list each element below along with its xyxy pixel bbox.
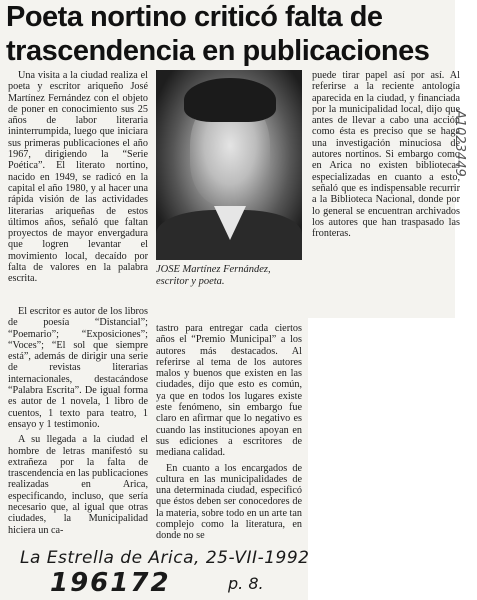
paragraph-3: A su llegada a la ciudad el hombre de letras manifestó su extrañeza por la falta de trascendencia en las publicaciones realizadas en Arica, especificando, incluso, que sería necesario que, al igual que otras ciudades, la Municipalidad hiciera un ca- [8,434,149,536]
photo-caption: JOSE Martínez Fernández, escritor y poeta. [156,264,271,287]
paragraph-1: Una visita a la ciudad realiza el poeta y escritor ariqueño José Martínez Fernández con el objeto de poner en conocimiento sus 25 años de labor literaria ininterrumpida, luego que iniciara sus primeras publicaciones el año 1967, dirigiendo la “Serie Poética”. El literato nortino, nacido en 1949, se radicó en la capital el año 1980, y al hacer una rápida visión de las actividades literarias ariqueñas de estos últimos años, señaló que faltan proyectos de mayor envergadura que logren levantar el movimiento local, decaído por falta de valores en la palabra escrita. [8,70,148,285]
archive-stamp: A1023449 [452,110,467,177]
headline-line-1: Poeta nortino criticó falta de [6,1,383,33]
photo-hair [184,78,276,122]
column-3 [312,70,460,239]
handwritten-number: 196172 [50,568,171,598]
clipping-cutout [308,318,477,600]
handwritten-source: La Estrella de Arica, 25-VII-1992 [20,548,310,568]
column-1-continued [8,306,148,536]
author-photo [156,70,302,260]
handwritten-page: p. 8. [228,574,264,593]
paragraph-5: En cuanto a los encargados de cultura en las municipalidades de una determinada ciudad, especificó que éstos deben ser conocedores de la materia, sobre todo en un arte tan complejo como la literatura, en donde no se [156,462,302,542]
paragraph-6: puede tirar papel así por así. Al referirse a la reciente antología aparecida en la ciudad, y financiada por la municipalidad local, dijo que antes de llevar a cabo una acción como ésta es preciso que se haga una investigación minuciosa de autores nortinos. Si embargo como en Arica no existen bibliotecas especializadas en cuanto a esto, señaló que es indispensable recurrir a la Biblioteca Nacional, donde por lo general se encuentran archivados los autores que han traspasado las fronteras. [312,70,460,240]
column-1 [8,70,148,285]
paragraph-2: El escritor es autor de los libros de poesía “Distancial”; “Poemario”; “Exposiciones”; “Voces”; “El sol que siempre está”, además de dirigir una serie de revistas literarias internacionales, destacándose “Palabra Escrita”. De igual forma es autor de 1 novela, 1 libro de cuentos, 1 texto para teatro, 1 ensayo y 1 testimonio. [8,306,148,430]
headline [6,0,458,68]
paragraph-4: tastro para entregar cada ciertos años el “Premio Municipal” a los autores más destacados. Al referirse al tema de los autores malos y buenos que existen en las ciudades, dijo que esto es común, ya que en todos los lugares existe este fenómeno, sin embargo fue claro en afirmar que lo negativo es cuando las instituciones apoyan en sus ediciones a escritores de mediana calidad. [156,323,302,459]
headline-line-2: trascendencia en publicaciones [6,35,430,67]
column-2 [156,323,302,542]
